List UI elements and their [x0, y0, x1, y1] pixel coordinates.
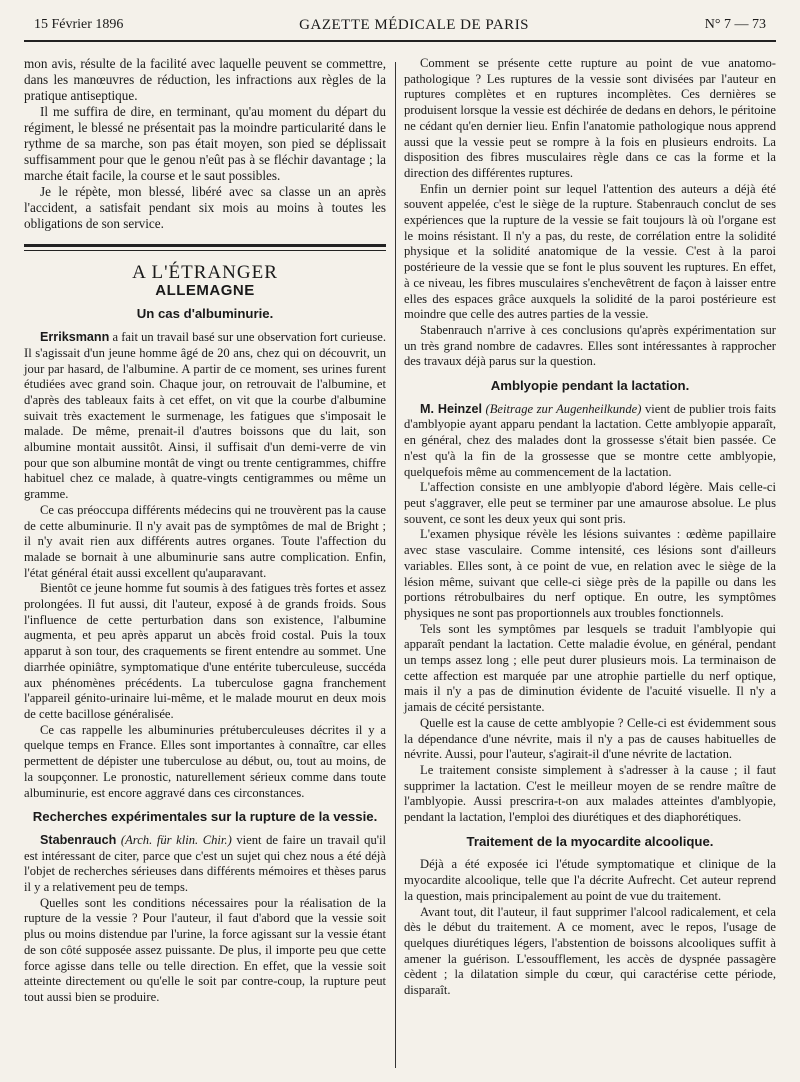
- column-divider: [395, 62, 396, 1068]
- article-title: Traitement de la myocardite alcoolique.: [466, 833, 714, 849]
- paragraph: Ce cas préoccupa différents médecins qui ne trouvèrent pas la cause de cette albuminurie. Il n'y avait pas de symptômes de mal de Bright ; il n'y avait rien aux différents autres organes. Toute l'affection du malade se bornait à une albuminurie sans autre complication. Enfin, l'état général était aussi excellent qu'auparavant.: [24, 502, 386, 580]
- paragraph: Quelles sont les conditions nécessaires pour la réalisation de la rupture de la vessie ? Pour l'auteur, il faut d'abord que la vessie soit plus ou moins distendue par l'urine, la force agissant sur la vessie étant de son côté supposée assez puissante. De plus, il importe peu que cette force agisse dans telle ou telle direction. En effet, que la vessie soit atteinte directement ou qu'elle le soit par contre-coup, la rupture peut tout aussi bien se produire.: [24, 895, 386, 1004]
- paragraph: Le traitement consiste simplement à s'adresser à la cause ; il faut supprimer la lactation. C'est le meilleur moyen de se rendre maître de l'amblyopie. Aussi prescrira-t-on aux malades atteintes d'amblyopie, pendant la lactation, l'emploi des diurétiques et des diaphorétiques.: [404, 762, 776, 825]
- header-date: 15 Février 1896: [34, 17, 124, 32]
- article-author: Stabenrauch: [40, 832, 117, 847]
- article-source: (Beitrage zur Augenheilkunde): [485, 401, 642, 416]
- paragraph: Erriksmann a fait un travail basé sur une observation fort curieuse. Il s'agissait d'un jeune homme âgé de 20 ans, chez qui on découvrit, un jour par hasard, de l'albumine. A partir de ce moment, ses urines furent étudiées avec grand soin. Chaque jour, on retrouvait de l'albumine, et d'après des tableaux faits à cet effet, on vit que la courbe d'albumine suivait très exactement le surmenage, les fatigues que s'imposait le malade. De même, prenait-il d'autres boissons que du lait, son albumine montait aussitôt. Ainsi, il suffisait d'un demi-verre de vin pour que son albumine montât de vingt ou trente centigrammes, chiffre habituel chez ce malade, à quatre-vingts centigrammes ou même un gramme.: [24, 330, 386, 502]
- paragraph: M. Heinzel (Beitrage zur Augenheilkunde) vient de publier trois faits d'amblyopie ayant apparu pendant la lactation. Cette amblyopie apparaît, en général, chez des malades dont la grossesse s'était bien passée. Ce n'est qu'à la fin de la grossesse que se montre cette amblyopie, quelquefois même au commencement de la lactation.: [404, 401, 776, 479]
- page-header: [34, 12, 766, 38]
- paragraph: Bientôt ce jeune homme fut soumis à des fatigues très fortes et assez prolongées. Il fut aussi, dit l'auteur, exposé à de grands froids. Sous l'influence de cette perturbation dans son existence, l'albumine augmenta, et peu après apparut un abcès froid costal. Puis la toux apparut à son tour, des craquements se firent entendre au sommet. Une diarrhée opiniâtre, symptomatique d'une entérite tuberculeuse, succéda aux phénomènes précédents. La tuberculose gagna franchement l'appareil génito-urinaire lui-même, et le malade mourut en deux mois de cette bacillose généralisée.: [24, 581, 386, 721]
- paragraph: Tels sont les symptômes par lesquels se traduit l'amblyopie qui apparaît pendant la lactation. Cette maladie évolue, en général, pendant un temps assez long ; elle peut durer plusieurs mois. La terminaison de cette affection est marquée par une atrophie partielle du nerf optique, mais il n'y a pas de diminution évidente de l'acuité visuelle. Il n'y a jamais de cécité persistante.: [404, 621, 776, 715]
- section-separator: [24, 244, 386, 251]
- article-source: (Arch. für klin. Chir.): [120, 832, 232, 847]
- article-author: Erriksmann: [40, 330, 110, 345]
- paragraph: L'affection consiste en une amblyopie d'abord légère. Mais celle-ci peut s'aggraver, elle peut se terminer par une amaurose absolue. Le plus souvent, ce sont les deux yeux qui sont pris.: [404, 480, 776, 526]
- header-rule: [24, 40, 776, 42]
- paragraph: Stabenrauch n'arrive à ces conclusions qu'après expérimentation sur un très grand nombre de cadavres. Elles sont intéressantes à rapprocher des travaux déjà parus sur la question.: [404, 322, 776, 369]
- paragraph: mon avis, résulte de la facilité avec laquelle peuvent se commettre, dans les manœuvres de réduction, les infractions aux règles de la pratique antiseptique.: [24, 56, 386, 103]
- paragraph: Stabenrauch (Arch. für klin. Chir.) vient de faire un travail qu'il est intéressant de citer, parce que c'est un sujet qui chez nous a été déjà l'objet de recherches sérieuses dans différents mémoires et thèses parus il y a relativement peu de temps.: [24, 832, 387, 895]
- article-title: Un cas d'albuminurie.: [136, 306, 274, 322]
- paragraph: Enfin un dernier point sur lequel l'attention des auteurs a déjà été souvent appelée, c'est le siège de la rupture. Stabenrauch conclut de ses expériences que la rupture de la vessie se fait toujours là où l'organe est le moins résistant. Il n'y a pas, du reste, de corrélation entre la solidité physique et la solidité anatomique de la vessie. C'est à la paroi postérieure de la vessie que se font le plus souvent les ruptures. En effet, à ce niveau, les fibres musculaires s'enchevêtrent de façon à laisser entre elles des espaces grâce auxquels la solidité de la paroi postérieure est moindre que celle des autres parties de la vessie.: [404, 181, 776, 322]
- section-title: A L'ÉTRANGER: [132, 262, 278, 283]
- article-author: M. Heinzel: [420, 401, 482, 416]
- journal-title: GAZETTE MÉDICALE DE PARIS: [299, 16, 530, 33]
- paragraph: Ce cas rappelle les albuminuries prétuberculeuses décrites il y a quelque temps en France. Elles sont importantes à connaître, car elles permettent de dépister une tuberculose au début, ou, tout au moins, de la soupçonner. Le pronostic, naturellement sérieux comme dans toute albuminurie, est encore aggravé dans ces circonstances.: [24, 722, 386, 800]
- section-subtitle: ALLEMAGNE: [155, 281, 255, 299]
- article-title: Recherches expérimentales sur la rupture de la vessie.: [32, 809, 378, 825]
- page-number: N° 7 — 73: [704, 17, 766, 32]
- paragraph: Déjà a été exposée ici l'étude symptomatique et clinique de la myocardite alcoolique, telle que l'a décrite Aufrecht. Cet auteur reprend la question, mais principalement au point de vue du traitement.: [404, 857, 776, 903]
- article-title: Amblyopie pendant la lactation.: [490, 378, 690, 394]
- paragraph: Avant tout, dit l'auteur, il faut supprimer l'alcool radicalement, et cela dès le début du traitement. A ce moment, avec le repos, l'usage de quelques diurétiques légers, l'abstention de boissons alcooliques suffit à amener la guérison. L'essoufflement, les accès de dyspnée passagère cèdent ; la dilatation simple du cœur, qui caractérise cette période, disparaît.: [404, 904, 776, 998]
- left-column: [24, 56, 386, 1006]
- paragraph: Je le répète, mon blessé, libéré avec sa classe un an après l'accident, a satisfait pendant six mois au moins à toutes les obligations de son service.: [24, 184, 386, 231]
- paragraph: Quelle est la cause de cette amblyopie ? Celle-ci est évidemment sous la dépendance d'une névrite, mais il n'y a pas de causes habituelles de névrite. Aussi, pour l'auteur, s'agirait-il d'une névrite de lactation.: [404, 715, 776, 762]
- paragraph: Il me suffira de dire, en terminant, qu'au moment du départ du régiment, le blessé ne présentait pas la moindre particularité dans le rythme de sa marche, son pas était moyen, son pied se déplissait suffisamment pour que le genou n'eût pas à se fléchir davantage ; la marche était facile, la course et le saut possibles.: [24, 104, 386, 183]
- paragraph: L'examen physique révèle les lésions suivantes : œdème papillaire avec stase vasculaire. Comme intensité, ces lésions sont d'ailleurs variables. Elles sont, à ce point de vue, en relation avec le siège de la lésion même, suivant que celle-ci siège près de la papille ou dans les portions rétrobulbaires du nerf optique. En outre, les symptômes physiques ne sont pas proportionnels aux troubles fonctionnels.: [404, 527, 776, 620]
- right-column: [404, 56, 776, 999]
- paragraph: Comment se présente cette rupture au point de vue anatomo-pathologique ? Les ruptures de la vessie sont divisées par l'auteur en ruptures complètes et en ruptures incomplètes. Ces dernières se produisent lorsque la vessie est déchirée de dedans en dehors, le péritoine ne cédant qu'en dernier lieu. Enfin l'anatomie pathologique nous apprend aussi que la vessie peut se rompre à la fois en plusieurs endroits. La disposition des fibres musculaires règle dans ce cas la forme et la direction des différentes ruptures.: [404, 56, 776, 180]
